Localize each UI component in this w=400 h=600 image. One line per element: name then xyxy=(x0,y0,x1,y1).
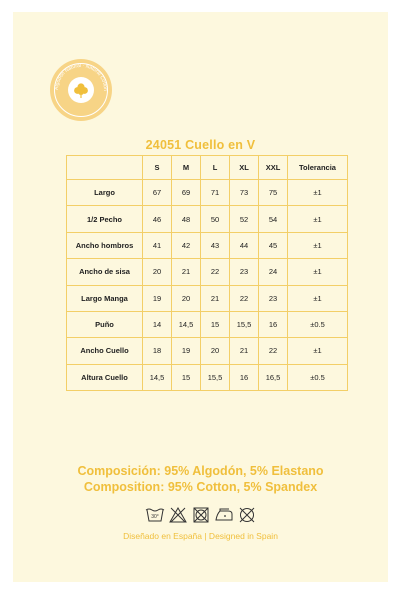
tolerance-cell: ±1 xyxy=(288,180,348,206)
header-cell-tolerance: Tolerancia xyxy=(288,156,348,180)
natural-cotton-logo xyxy=(50,59,112,121)
row-label: Ancho de sisa xyxy=(67,259,143,285)
tolerance-cell: ±1 xyxy=(288,285,348,311)
table-cell: 15 xyxy=(201,311,230,337)
tolerance-cell: ±1 xyxy=(288,338,348,364)
table-row xyxy=(67,206,348,232)
tolerance-cell: ±1 xyxy=(288,206,348,232)
table-cell: 15,5 xyxy=(201,364,230,390)
header-cell xyxy=(67,156,143,180)
table-row xyxy=(67,285,348,311)
wash-temp-label: 30° xyxy=(151,514,159,520)
table-cell: 23 xyxy=(259,285,288,311)
table-cell: 22 xyxy=(230,285,259,311)
table-cell: 19 xyxy=(172,338,201,364)
table-row xyxy=(67,259,348,285)
no-bleach-icon xyxy=(168,506,188,524)
table-cell: 14 xyxy=(143,311,172,337)
table-cell: 19 xyxy=(143,285,172,311)
table-cell: 43 xyxy=(201,232,230,258)
table-cell: 16 xyxy=(230,364,259,390)
table-cell: 45 xyxy=(259,232,288,258)
size-chart-card xyxy=(13,12,388,582)
tolerance-cell: ±0.5 xyxy=(288,311,348,337)
row-label: Ancho hombros xyxy=(67,232,143,258)
table-cell: 18 xyxy=(143,338,172,364)
table-cell: 24 xyxy=(259,259,288,285)
tolerance-cell: ±1 xyxy=(288,259,348,285)
table-cell: 44 xyxy=(230,232,259,258)
table-cell: 67 xyxy=(143,180,172,206)
table-header-row xyxy=(67,156,348,180)
table-cell: 69 xyxy=(172,180,201,206)
header-cell-m: M xyxy=(172,156,201,180)
no-tumble-dry-icon xyxy=(191,506,211,524)
svg-text:Algodón Natural · Natural Cott: Algodón Natural · Natural Cotton xyxy=(53,62,109,91)
table-cell: 21 xyxy=(201,285,230,311)
table-cell: 20 xyxy=(143,259,172,285)
row-label: Largo xyxy=(67,180,143,206)
table-cell: 23 xyxy=(230,259,259,285)
no-dry-clean-icon xyxy=(237,506,257,524)
composition-english: Composition: 95% Cotton, 5% Spandex xyxy=(83,480,318,494)
iron-low-icon xyxy=(214,506,234,524)
table-cell: 15 xyxy=(172,364,201,390)
table-cell: 14,5 xyxy=(143,364,172,390)
table-cell: 48 xyxy=(172,206,201,232)
table-row xyxy=(67,364,348,390)
table-cell: 22 xyxy=(259,338,288,364)
product-title: 24051 Cuello en V xyxy=(145,138,256,152)
table-cell: 71 xyxy=(201,180,230,206)
tolerance-cell: ±0.5 xyxy=(288,364,348,390)
wash-30-icon xyxy=(145,506,165,524)
composition-spanish: Composición: 95% Algodón, 5% Elastano xyxy=(77,464,324,478)
row-label: Altura Cuello xyxy=(67,364,143,390)
table-cell: 54 xyxy=(259,206,288,232)
table-cell: 50 xyxy=(201,206,230,232)
table-cell: 75 xyxy=(259,180,288,206)
table-cell: 22 xyxy=(201,259,230,285)
table-cell: 16,5 xyxy=(259,364,288,390)
row-label: Ancho Cuello xyxy=(67,338,143,364)
table-cell: 15,5 xyxy=(230,311,259,337)
table-cell: 20 xyxy=(172,285,201,311)
header-cell-l: L xyxy=(201,156,230,180)
cotton-flower-icon xyxy=(72,81,90,99)
row-label: Largo Manga xyxy=(67,285,143,311)
care-icons xyxy=(145,506,257,524)
table-cell: 52 xyxy=(230,206,259,232)
designed-in-spain: Diseñado en España | Designed in Spain xyxy=(123,531,278,541)
table-cell: 20 xyxy=(201,338,230,364)
table-cell: 42 xyxy=(172,232,201,258)
table-row xyxy=(67,311,348,337)
table-cell: 14,5 xyxy=(172,311,201,337)
size-table xyxy=(66,155,348,391)
tolerance-cell: ±1 xyxy=(288,232,348,258)
header-cell-xl: XL xyxy=(230,156,259,180)
table-cell: 21 xyxy=(230,338,259,364)
table-row xyxy=(67,338,348,364)
table-cell: 46 xyxy=(143,206,172,232)
table-cell: 21 xyxy=(172,259,201,285)
row-label: 1/2 Pecho xyxy=(67,206,143,232)
header-cell-xxl: XXL xyxy=(259,156,288,180)
table-cell: 73 xyxy=(230,180,259,206)
table-cell: 16 xyxy=(259,311,288,337)
table-row xyxy=(67,232,348,258)
header-cell-s: S xyxy=(143,156,172,180)
row-label: Puño xyxy=(67,311,143,337)
table-row xyxy=(67,180,348,206)
table-cell: 41 xyxy=(143,232,172,258)
